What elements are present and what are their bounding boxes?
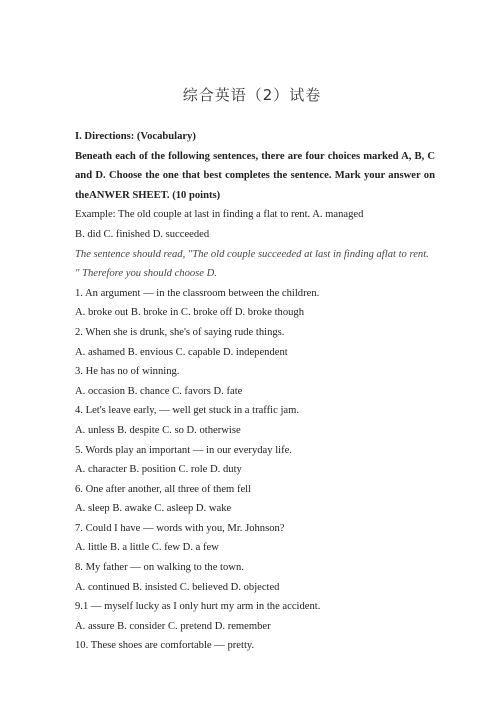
question-1-options: A. broke out B. broke in C. broke off D. broke though — [75, 307, 305, 319]
question-6-options: A. sleep B. awake C. asleep D. wake — [75, 503, 232, 515]
question-4-options: A. unless B. despite C. so D. otherwise — [75, 424, 241, 436]
question-3-options: A. occasion B. chance C. favors D. fate — [75, 385, 243, 397]
question-5-options: A. character B. position C. role D. duty — [75, 464, 242, 476]
question-5: 5. Words play an important — in our everyday life. — [75, 444, 292, 456]
question-2: 2. When she is drunk, she's of saying rude things. — [75, 326, 285, 338]
section-instructions: Beneath each of the following sentences, there are four choices marked A, B, C and D. Choose the one that best completes the sentence. Mark your answer on theANWER SHEET. (10 points) — [75, 150, 435, 201]
question-7-options: A. little B. a little C. few D. a few — [75, 542, 219, 554]
exam-content — [75, 127, 435, 656]
question-6: 6. One after another, all three of them fell — [75, 483, 252, 495]
question-4: 4. Let's leave early, — well get stuck in a traffic jam. — [75, 405, 299, 417]
question-1: 1. An argument — in the classroom between the children. — [75, 287, 320, 299]
section-heading: I. Directions: (Vocabulary) — [75, 131, 196, 142]
question-9-options: A. assure B. consider C. pretend D. remember — [75, 620, 271, 632]
example-note: The sentence should read, "The old couple succeeded at last in finding aflat to rent. " Therefore you should choose D. — [75, 248, 429, 280]
question-2-options: A. ashamed B. envious C. capable D. independent — [75, 346, 288, 358]
question-8: 8. My father — on walking to the town. — [75, 562, 244, 574]
question-8-options: A. continued B. insisted C. believed D. objected — [75, 581, 280, 593]
question-7: 7. Could I have — words with you, Mr. Johnson? — [75, 522, 285, 534]
page-title: 综合英语（2）试卷 — [182, 86, 322, 104]
example-line: Example: The old couple at last in finding a flat to rent. A. managed — [75, 209, 364, 221]
question-3: 3. He has no of winning. — [75, 366, 180, 378]
question-10: 10. These shoes are comfortable — pretty. — [75, 640, 255, 652]
example-choices: B. did C. finished D. succeeded — [75, 228, 210, 240]
question-9: 9.1 — myself lucky as I only hurt my arm in the accident. — [75, 601, 321, 613]
